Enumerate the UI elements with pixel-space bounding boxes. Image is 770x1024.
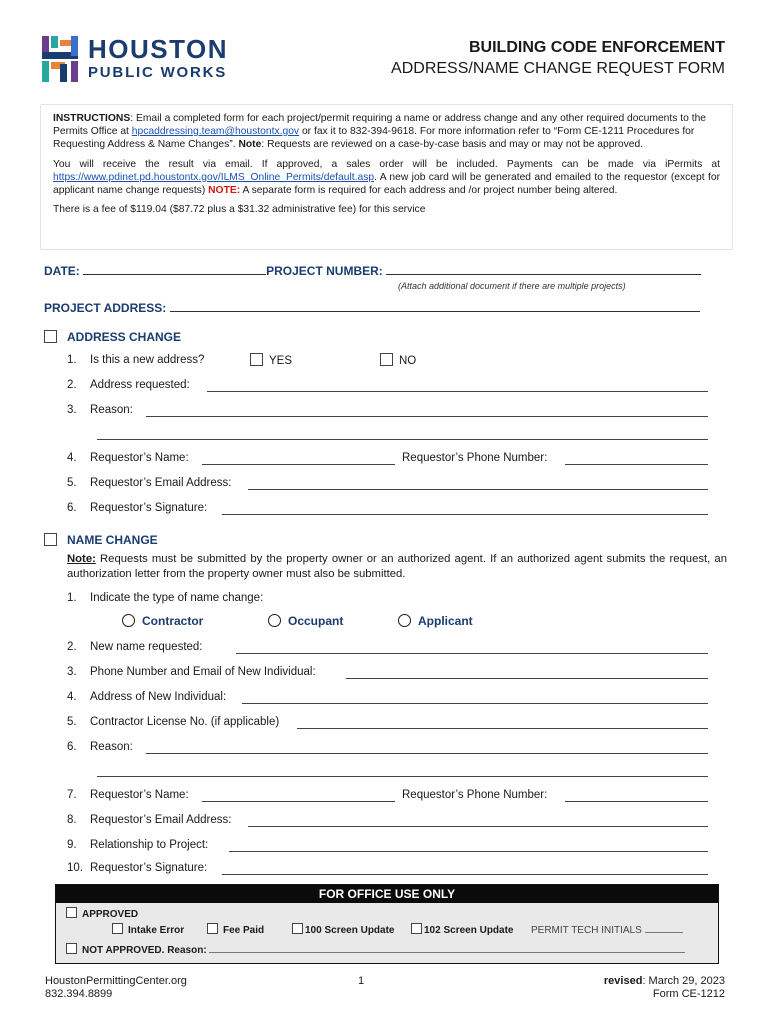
option-contractor[interactable]: Contractor — [122, 614, 203, 628]
option-applicant[interactable]: Applicant — [398, 614, 473, 628]
permit-tech-initials: PERMIT TECH INITIALS — [531, 924, 683, 936]
screen-100-option: 100 Screen Update — [292, 923, 395, 936]
occupant-radio[interactable] — [268, 614, 281, 627]
address-item-4: 4. Requestor’s Name: — [67, 452, 189, 464]
tech-initials-input-line[interactable] — [645, 924, 683, 933]
name-requestor-name-input-line[interactable] — [202, 801, 395, 802]
approved-row: APPROVED — [66, 907, 138, 920]
address-reason-input-line-2[interactable] — [97, 439, 708, 440]
address-item-5: 5. Requestor’s Email Address: — [67, 477, 232, 489]
name-requestor-email-input-line[interactable] — [248, 826, 708, 827]
footer-website: HoustonPermittingCenter.org — [45, 975, 187, 987]
revised-date: : March 29, 2023 — [642, 975, 725, 987]
contractor-license-input-line[interactable] — [297, 728, 708, 729]
name-requestor-phone-input-line[interactable] — [565, 801, 708, 802]
address-item-2: 2. Address requested: — [67, 379, 190, 391]
address-requestor-name-input-line[interactable] — [202, 464, 395, 465]
revised-label: revised — [603, 975, 643, 987]
not-approved-row: NOT APPROVED. Reason: — [66, 943, 685, 956]
fee-paid-option: Fee Paid — [207, 923, 264, 936]
address-change-heading: ADDRESS CHANGE — [67, 330, 182, 344]
new-name-input-line[interactable] — [236, 653, 708, 654]
not-approved-checkbox[interactable] — [66, 943, 77, 954]
permits-office-email-link[interactable]: hpcaddressing.team@houstontx.gov — [131, 126, 300, 138]
office-use-title: FOR OFFICE USE ONLY — [56, 885, 718, 903]
new-address-no-checkbox[interactable] — [380, 353, 393, 366]
option-occupant[interactable]: Occupant — [268, 614, 343, 628]
name-item-10: 10. Requestor’s Signature: — [67, 862, 208, 874]
logo-text-houston: HOUSTON — [88, 34, 229, 64]
screen-102-option: 102 Screen Update — [411, 923, 514, 936]
name-requestor-signature-input-line[interactable] — [222, 874, 708, 875]
logo-text-public-works: PUBLIC WORKS — [88, 64, 228, 81]
project-number-input-line[interactable] — [386, 263, 701, 275]
form-id: Form CE-1212 — [652, 988, 725, 1000]
name-change-heading: NAME CHANGE — [67, 533, 158, 547]
new-address-yes-option: YES — [250, 353, 292, 367]
address-requestor-email-input-line[interactable] — [248, 489, 708, 490]
page-number: 1 — [358, 975, 365, 987]
new-address-no-option: NO — [380, 353, 416, 367]
name-reason-input-line-2[interactable] — [97, 776, 708, 777]
new-address-yes-checkbox[interactable] — [250, 353, 263, 366]
attach-documents-note: (Attach additional document if there are multiple projects) — [398, 281, 626, 291]
footer-contact — [45, 975, 187, 1001]
name-item-3: 3. Phone Number and Email of New Individual: — [67, 666, 316, 678]
project-address-input-line[interactable] — [170, 300, 700, 312]
logo-mark-icon — [42, 36, 80, 82]
footer-phone: 832.394.8899 — [45, 988, 113, 1000]
instructions-paragraph-1: INSTRUCTIONS: Email a completed form for each project/permit requiring a name or address change and any other required documents to the Permits Office at hpcaddressing.team@houstontx.gov or fax it to 832-394-9618. For more information refer to “Form CE-1211 Procedures for Requesting Address & Name Changes”. Note: Requests are reviewed on a case-by-case basis and may or may not be approved. — [53, 113, 707, 151]
address-change-checkbox[interactable] — [44, 330, 57, 343]
project-address-label: PROJECT ADDRESS: — [44, 301, 167, 315]
address-requestor-signature-input-line[interactable] — [222, 514, 708, 515]
form-subtitle: ADDRESS/NAME CHANGE REQUEST FORM — [391, 60, 725, 77]
instructions-paragraph-2: You will receive the result via email. If approved, a sales order will be included. Payments can be made via iPermits at https://www.pdinet.pd.houstontx.gov/ILMS_Online_Permits/default.asp. A new job card will be generated and emailed to the requestor (except for applicant name change requests) NOTE: A separate form is required for each address and /or project number being altered. — [53, 158, 720, 197]
name-item-1: 1. Indicate the type of name change: — [67, 592, 264, 604]
address-item-3: 3. Reason: — [67, 404, 133, 416]
contractor-radio[interactable] — [122, 614, 135, 627]
footer-revision — [604, 975, 725, 1001]
name-change-checkbox[interactable] — [44, 533, 57, 546]
name-item-8: 8. Requestor’s Email Address: — [67, 814, 232, 826]
name-item-7: 7. Requestor’s Name: — [67, 789, 189, 801]
date-field — [44, 263, 701, 278]
date-label: DATE: — [44, 264, 80, 278]
name-change-note: Note: Requests must be submitted by the property owner or an authorized agent. If an authorized agent submits the request, an authorization letter from the property owner must also be submitted. — [67, 553, 727, 580]
name-requestor-phone-label: Requestor’s Phone Number: — [402, 789, 548, 801]
address-requestor-phone-label: Requestor’s Phone Number: — [402, 452, 548, 464]
applicant-radio[interactable] — [398, 614, 411, 627]
relationship-input-line[interactable] — [229, 851, 708, 852]
name-item-9: 9. Relationship to Project: — [67, 839, 209, 851]
address-requested-input-line[interactable] — [207, 391, 708, 392]
intake-error-option: Intake Error — [112, 923, 184, 936]
address-requestor-phone-input-line[interactable] — [565, 464, 708, 465]
intake-error-checkbox[interactable] — [112, 923, 123, 934]
name-item-5: 5. Contractor License No. (if applicable) — [67, 716, 280, 728]
form-title: BUILDING CODE ENFORCEMENT — [469, 39, 725, 56]
project-address-field — [44, 300, 700, 315]
instructions-box — [40, 104, 733, 250]
name-reason-input-line[interactable] — [146, 753, 708, 754]
separate-form-note-label: NOTE: — [208, 185, 241, 197]
name-change-section — [44, 533, 158, 547]
project-number-label: PROJECT NUMBER: — [266, 264, 383, 278]
houston-public-works-logo — [42, 36, 272, 84]
new-individual-contact-input-line[interactable] — [346, 678, 708, 679]
not-approved-reason-input-line[interactable] — [209, 944, 685, 953]
instructions-fee-note: There is a fee of $119.04 ($87.72 plus a $31.32 administrative fee) for this service — [53, 204, 426, 216]
address-item-6: 6. Requestor’s Signature: — [67, 502, 208, 514]
name-item-4: 4. Address of New Individual: — [67, 691, 227, 703]
name-item-2: 2. New name requested: — [67, 641, 203, 653]
address-change-section — [44, 330, 181, 344]
approved-checkbox[interactable] — [66, 907, 77, 918]
screen-102-checkbox[interactable] — [411, 923, 422, 934]
new-individual-address-input-line[interactable] — [242, 703, 708, 704]
name-item-6: 6. Reason: — [67, 741, 133, 753]
office-use-box — [55, 884, 719, 964]
instructions-label: INSTRUCTIONS — [53, 113, 131, 124]
fee-paid-checkbox[interactable] — [207, 923, 218, 934]
address-reason-input-line[interactable] — [146, 416, 708, 417]
date-input-line[interactable] — [83, 263, 266, 275]
ipermits-link[interactable]: https://www.pdinet.pd.houstontx.gov/ILMS_Online_Permits/default.asp — [53, 171, 375, 183]
screen-100-checkbox[interactable] — [292, 923, 303, 934]
address-item-1: 1. Is this a new address? — [67, 354, 205, 366]
